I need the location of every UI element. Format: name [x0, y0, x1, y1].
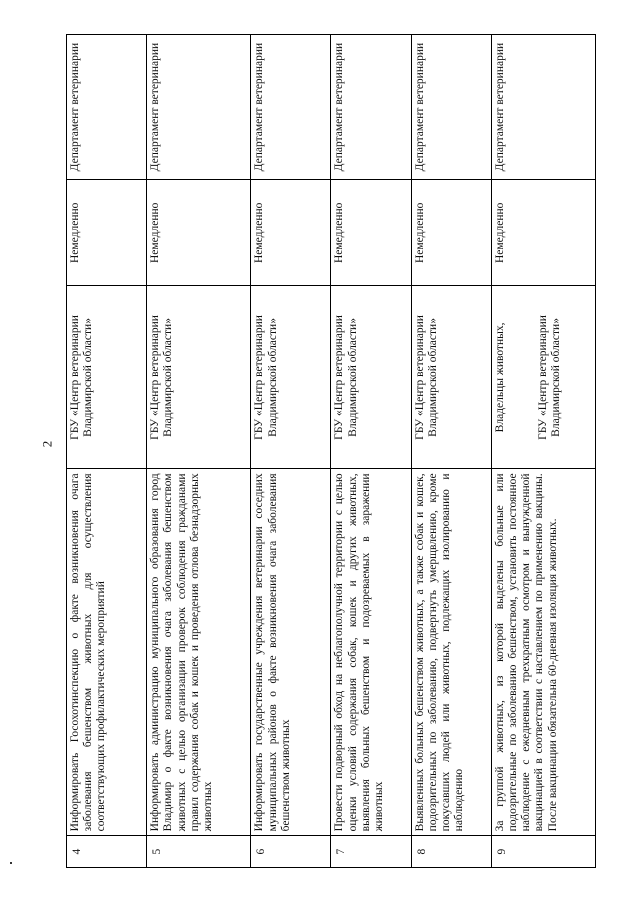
row-control: Департамент ветеринарии [147, 35, 251, 180]
row-action: За группой животных, из которой выделены больные или подозрительные по заболеванию бешенством, установить постоянное наблюдение с ежедневным трехкратным осмотром и вынужденной вакцинацией в соответствии с наставлением по применению вакцины. После вакцинации обязательна 60-дневная изоляция животных. [491, 469, 595, 836]
table-row [411, 35, 491, 868]
responsible-owners: Владельцы животных, [493, 322, 506, 433]
row-action: Провести подворный обход на неблагополучной территории с целью оценки условий содержания собак, кошек и других животных, выявления больных бешенством и подозреваемых в заражении животных [331, 469, 411, 836]
row-control: Департамент ветеринарии [491, 35, 595, 180]
row-term: Немедленно [411, 180, 491, 286]
row-responsible: ГБУ «Центр ветеринарии Владимирской области» [67, 286, 147, 469]
row-term: Немедленно [67, 180, 147, 286]
measures-table [66, 34, 596, 868]
row-term: Немедленно [331, 180, 411, 286]
row-action: Информировать Госохотинспекцию о факте возникновения очага заболевания бешенством животных для осуществления соответствующих профилактических мероприятий [67, 469, 147, 836]
table-row [147, 35, 251, 868]
table-row [331, 35, 411, 868]
row-control: Департамент ветеринарии [251, 35, 331, 180]
row-term: Немедленно [251, 180, 331, 286]
row-term: Немедленно [491, 180, 595, 286]
row-control: Департамент ветеринарии [331, 35, 411, 180]
row-number: 4 [67, 836, 147, 868]
row-responsible: ГБУ «Центр ветеринарии Владимирской области» [411, 286, 491, 469]
row-control: Департамент ветеринарии [411, 35, 491, 180]
table-row [491, 35, 595, 868]
row-action: Информировать администрацию муниципального образования город Владимир о факте возникновения очага заболевания бешенством животных с целью организации проверок соблюдения гражданами правил содержания собак и кошек и проведения отлова безнадзорных животных [147, 469, 251, 836]
row-action: Информировать государственные учреждения ветеринарии соседних муниципальных районов о факте возникновения очага заболевания бешенством животных [251, 469, 331, 836]
row-responsible: ГБУ «Центр ветеринарии Владимирской области» [331, 286, 411, 469]
row-action: Выявленных больных бешенством животных, а также собак и кошек, подозрительных по заболеванию, подвергнуть умерщвлению, кроме покусавших людей или животных, подлежащих изолированию и наблюдению [411, 469, 491, 836]
row-control: Департамент ветеринарии [67, 35, 147, 180]
scan-dot [10, 862, 12, 864]
responsible-gap [507, 290, 537, 464]
table-row [251, 35, 331, 868]
measures-table-rotated [66, 34, 596, 868]
row-responsible: ГБУ «Центр ветеринарии Владимирской области» [147, 286, 251, 469]
row-number: 8 [411, 836, 491, 868]
row-number: 9 [491, 836, 595, 868]
row-number: 7 [331, 836, 411, 868]
row-responsible [491, 286, 595, 469]
row-number: 5 [147, 836, 251, 868]
row-responsible: ГБУ «Центр ветеринарии Владимирской области» [251, 286, 331, 469]
responsible-center: ГБУ «Центр ветеринарии Владимирской области» [536, 315, 563, 440]
row-term: Немедленно [147, 180, 251, 286]
page-number: 2 [39, 440, 55, 448]
row-number: 6 [251, 836, 331, 868]
table-row [67, 35, 147, 868]
